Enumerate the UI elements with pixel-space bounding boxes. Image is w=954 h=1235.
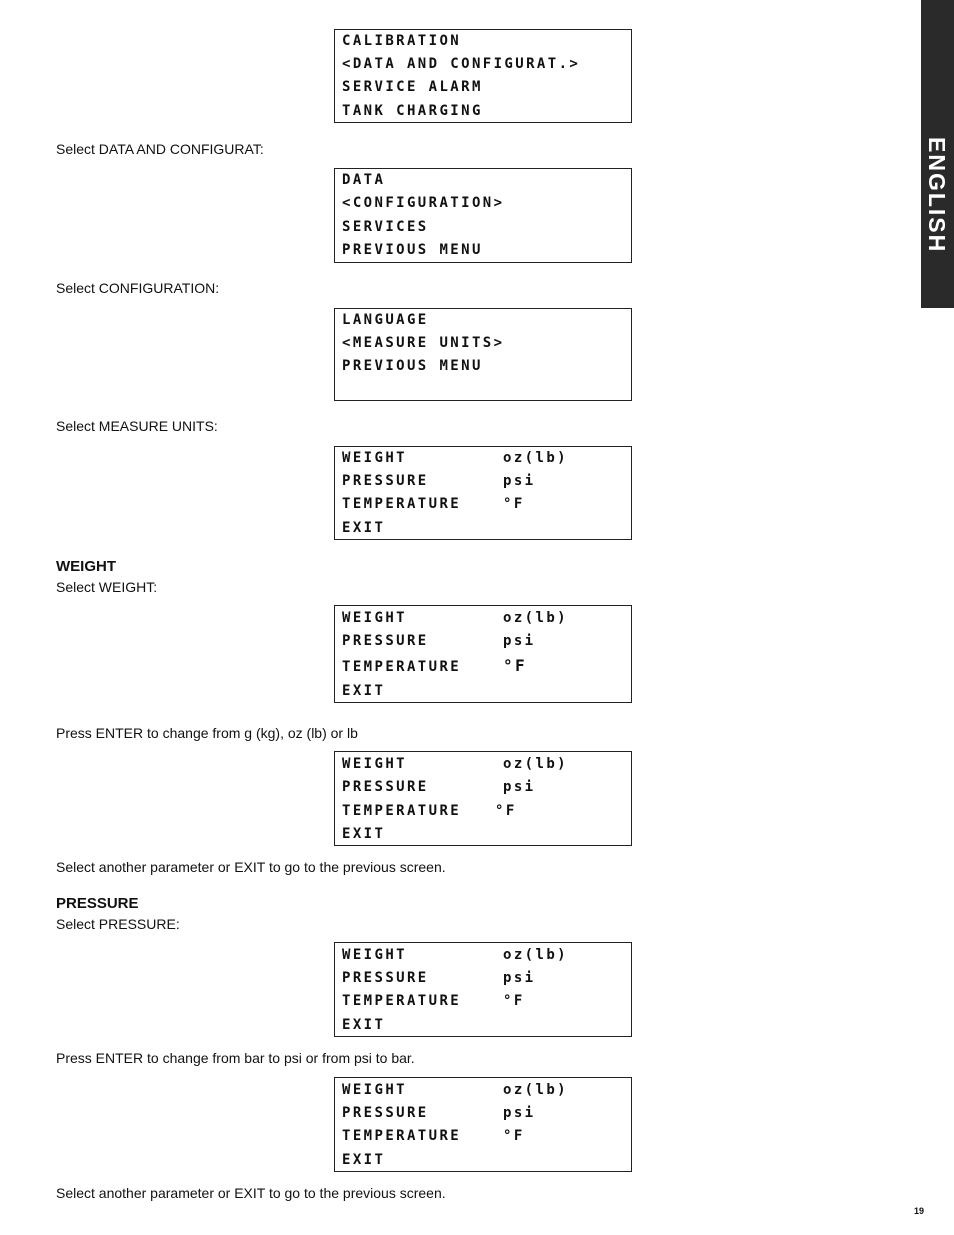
lcd-label: PRESSURE bbox=[342, 779, 429, 795]
lcd-value: psi bbox=[503, 1105, 536, 1121]
lcd-label: WEIGHT bbox=[342, 610, 407, 626]
lcd-line: TANK CHARGING bbox=[342, 103, 483, 119]
lcd-label: PRESSURE bbox=[342, 1105, 429, 1121]
lcd-value: psi bbox=[503, 473, 536, 489]
lcd-line: <MEASURE UNITS> bbox=[342, 335, 505, 351]
page-number: 19 bbox=[914, 1206, 925, 1216]
lcd-line: <CONFIGURATION> bbox=[342, 195, 505, 211]
lcd-line: SERVICES bbox=[342, 219, 429, 235]
lcd-label: PRESSURE bbox=[342, 473, 429, 489]
lcd-label: TEMPERATURE bbox=[342, 659, 462, 675]
instruction-text: Select WEIGHT: bbox=[56, 579, 158, 595]
section-heading-weight: WEIGHT bbox=[56, 558, 116, 575]
lcd-screen-measure-units bbox=[334, 446, 632, 540]
lcd-value: °F bbox=[503, 993, 525, 1009]
lcd-label: TEMPERATURE bbox=[342, 803, 462, 819]
lcd-label: WEIGHT bbox=[342, 947, 407, 963]
lcd-value: oz(lb) bbox=[503, 1082, 568, 1098]
lcd-label: PRESSURE bbox=[342, 633, 429, 649]
lcd-label: WEIGHT bbox=[342, 450, 407, 466]
lcd-value: psi bbox=[503, 779, 536, 795]
lcd-label: TEMPERATURE bbox=[342, 496, 462, 512]
lcd-label: EXIT bbox=[342, 826, 386, 842]
section-heading-pressure: PRESSURE bbox=[56, 895, 139, 912]
instruction-text: Select another parameter or EXIT to go to the previous screen. bbox=[56, 1185, 446, 1201]
lcd-screen-weight-changed bbox=[334, 751, 632, 846]
instruction-text: Select another parameter or EXIT to go to the previous screen. bbox=[56, 859, 446, 875]
lcd-value: °F bbox=[503, 1128, 525, 1144]
instruction-text: Press ENTER to change from bar to psi or from psi to bar. bbox=[56, 1050, 415, 1066]
instruction-text: Press ENTER to change from g (kg), oz (lb) or lb bbox=[56, 725, 358, 741]
instruction-text: Select DATA AND CONFIGURAT: bbox=[56, 141, 264, 157]
lcd-value: oz(lb) bbox=[503, 610, 568, 626]
instruction-text: Select MEASURE UNITS: bbox=[56, 418, 218, 434]
lcd-label: EXIT bbox=[342, 1017, 386, 1033]
lcd-label: EXIT bbox=[342, 683, 386, 699]
lcd-label: WEIGHT bbox=[342, 756, 407, 772]
lcd-line: PREVIOUS MENU bbox=[342, 358, 483, 374]
instruction-text: Select CONFIGURATION: bbox=[56, 280, 220, 296]
lcd-screen-pressure-select bbox=[334, 942, 632, 1037]
lcd-line: <DATA AND CONFIGURAT.> bbox=[342, 56, 581, 72]
lcd-screen-calibration-menu bbox=[334, 29, 632, 123]
lcd-screen-pressure-changed bbox=[334, 1077, 632, 1172]
lcd-label: EXIT bbox=[342, 520, 386, 536]
lcd-line: LANGUAGE bbox=[342, 312, 429, 328]
lcd-line: PREVIOUS MENU bbox=[342, 242, 483, 258]
lcd-screen-weight-select bbox=[334, 605, 632, 703]
lcd-value: oz(lb) bbox=[503, 450, 568, 466]
lcd-label: WEIGHT bbox=[342, 1082, 407, 1098]
lcd-value: °F bbox=[503, 496, 525, 512]
language-tab-label bbox=[919, 137, 954, 173]
lcd-line: SERVICE ALARM bbox=[342, 79, 483, 95]
lcd-value: psi bbox=[503, 633, 536, 649]
lcd-line: CALIBRATION bbox=[342, 33, 462, 49]
lcd-value: oz(lb) bbox=[503, 947, 568, 963]
lcd-value: psi bbox=[503, 970, 536, 986]
lcd-label: PRESSURE bbox=[342, 970, 429, 986]
lcd-value: °F bbox=[495, 803, 517, 819]
lcd-value: oz(lb) bbox=[503, 756, 568, 772]
lcd-line: DATA bbox=[342, 172, 386, 188]
lcd-label: EXIT bbox=[342, 1152, 386, 1168]
instruction-text: Select PRESSURE: bbox=[56, 916, 180, 932]
lcd-screen-data-menu bbox=[334, 168, 632, 263]
lcd-label: TEMPERATURE bbox=[342, 1128, 462, 1144]
lcd-screen-configuration-menu bbox=[334, 308, 632, 401]
lcd-value: °F bbox=[503, 656, 528, 675]
lcd-label: TEMPERATURE bbox=[342, 993, 462, 1009]
